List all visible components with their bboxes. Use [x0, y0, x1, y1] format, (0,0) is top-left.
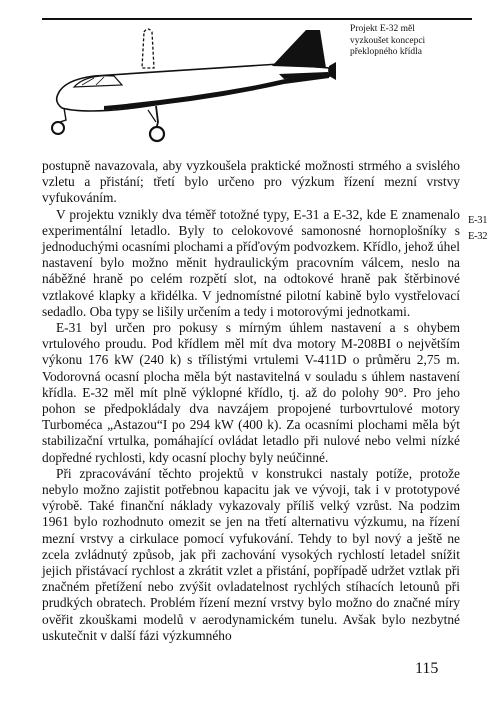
- paragraph: V projektu vznikly dva téměř totožné typy, E-31 a E-32, kde E znamenalo experimentální letadlo. Byly to celokovové samonosné hornoplošníky s jednoduchými ocasními plochami a příďovým podvozkem. Křídlo, jehož úhel nastavení bylo možno měnit hydraulickým pracovním válcem, neslo na náběžné hraně po celém rozpětí slot, na odtokové hraně pak štěrbinové vztlakové klapky a křidélka. V jednomístné pilotní kabině bylo vystřelovací sedadlo. Oba typy se lišily určením a tedy i motorovými jednotkami.: [42, 206, 460, 319]
- page-number: 115: [415, 660, 439, 677]
- aircraft-illustration: [44, 22, 344, 150]
- margin-note-e31: E-31: [468, 215, 488, 226]
- paragraph: postupně navazovala, aby vyzkoušela praktické možnosti strmého a svislého vzletu a přistání; třetí bylo určeno pro výzkum řízení mezní vrstvy vyfukováním.: [42, 158, 460, 206]
- paragraph: Při zpracovávání těchto projektů v konstrukci nastaly potíže, protože nebylo možno zajistit potřebnou kapacitu jak ve vývoji, tak i v prototypové výrobě. Také finanční náklady vykazovaly příliš velký vzrůst. Na podzim 1961 bylo rozhodnuto omezit se jen na třetí alternativu výzkumu, na řízení mezní vrstvy a cirkulace pomocí vyfukování. Tehdy to byl nový a ještě ne zcela zvládnutý způsob, jak při zachování vysokých rychlostí letadel snížit jejich přistávací rychlost a zkrátit vzlet a přistání, popřípadě udržet vztlak při značném přetížení nebo zvýšit ovladatelnost rychlých stíhacích letounů při prudkých obratech. Problém řízení mezní vrstvy bylo možno do značné míry ověřit zkouškami modelů v aerodynamickém tunelu. Avšak bylo nezbytné uskutečnit v další fázi výzkumného: [42, 465, 460, 643]
- margin-note-e32: E-32: [468, 231, 488, 242]
- figure-caption: [350, 24, 470, 59]
- top-rule: [42, 18, 472, 20]
- caption-line: překlopného křídla: [350, 47, 423, 57]
- caption-line: Projekt E-32 měl: [350, 24, 415, 34]
- body-text: [42, 158, 460, 644]
- caption-line: vyzkoušet koncepci: [350, 35, 426, 46]
- paragraph: E-31 byl určen pro pokusy s mírným úhlem nastavení a s ohybem vrtulového proudu. Pod křídlem měl mít dva motory M-208BI o největším výkonu 176 kW (240 k) s třílistými vrtulemi V-411D o průměru 2,75 m. Vodorovná ocasní plocha měla být nastavitelná v souladu s úhlem nastavení křídla. E-32 měl mít plně výklopné křídlo, tj. až do polohy 90°. Pro jeho pohon se předpokládaly dva navzájem propojené turbovrtulové motory Turboméca „Astazou“I po 294 kW (400 k). Za ocasními plochami měla být stabilizační vrtulka, pomáhající ovládat letadlo při nulové nebo velmi nízké dopředné rychlosti, kdy ocasní plochy byly neúčinné.: [42, 320, 460, 465]
